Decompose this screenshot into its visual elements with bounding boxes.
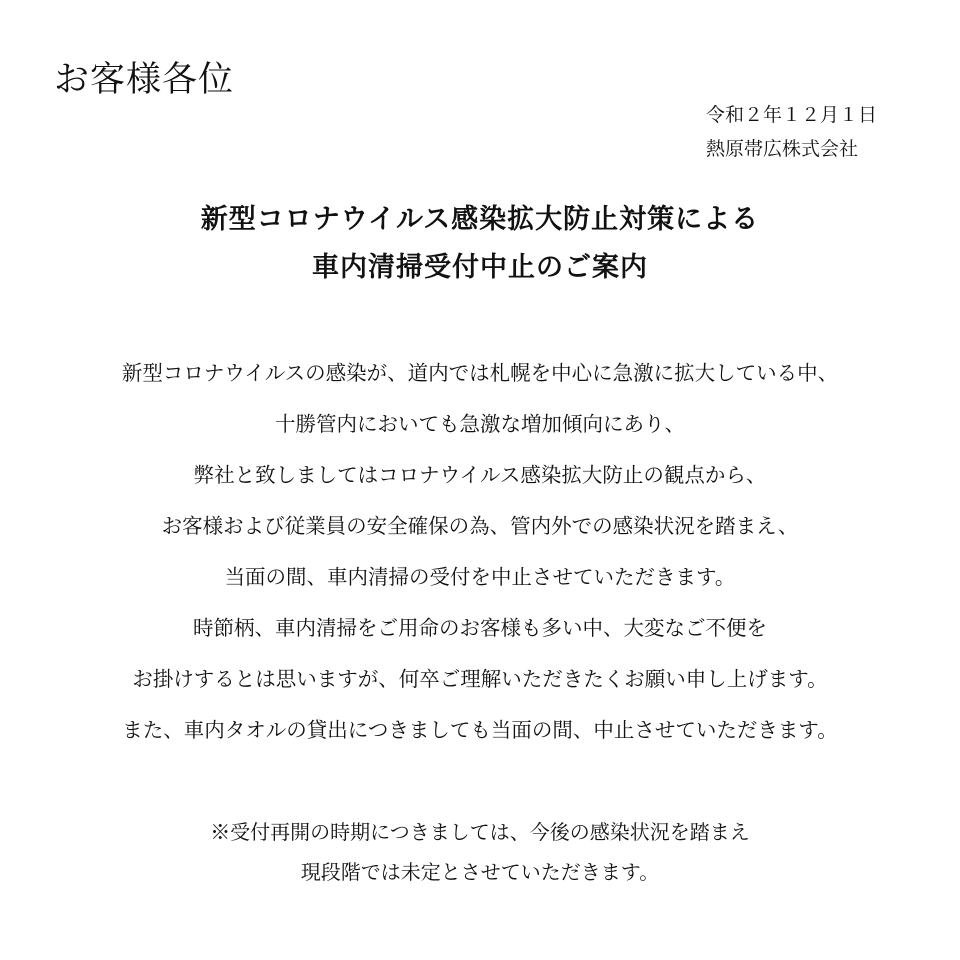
body-line: お客様および従業員の安全確保の為、管内外での感染状況を踏まえ、 — [161, 514, 799, 538]
footnote-line: ※受付再開の時期につきましては、今後の感染状況を踏まえ — [210, 820, 750, 844]
body-line: お掛けするとは思いますが、何卒ご理解いただきたくお願い申し上げます。 — [132, 667, 828, 691]
title-line-2: 車内清掃受付中止のご案内 — [312, 252, 648, 283]
body-line: 新型コロナウイルスの感染が、道内では札幌を中心に急激に拡大している中、 — [121, 361, 839, 385]
title-line-1: 新型コロナウイルス感染拡大防止対策による — [200, 204, 760, 235]
company-name: 熱原帯広株式会社 — [706, 138, 859, 160]
footnote-line: 現段階では未定とさせていただきます。 — [300, 860, 660, 884]
notice-body — [0, 348, 960, 756]
body-line: また、車内タオルの貸出につきましても当面の間、中止させていただきます。 — [122, 718, 838, 742]
notice-footnote — [0, 812, 960, 892]
notice-date: 令和２年１２月１日 — [706, 104, 878, 126]
body-line: 弊社と致しましてはコロナウイルス感染拡大防止の観点から、 — [193, 463, 767, 487]
salutation: お客様各位 — [54, 60, 235, 100]
body-line: 当面の間、車内清掃の受付を中止させていただきます。 — [224, 565, 736, 589]
body-line: 十勝管内においても急激な増加傾向にあり、 — [275, 412, 685, 436]
date-block — [706, 98, 877, 166]
notice-title — [0, 196, 960, 292]
body-line: 時節柄、車内清掃をご用命のお客様も多い中、大変なご不便を — [193, 616, 767, 640]
